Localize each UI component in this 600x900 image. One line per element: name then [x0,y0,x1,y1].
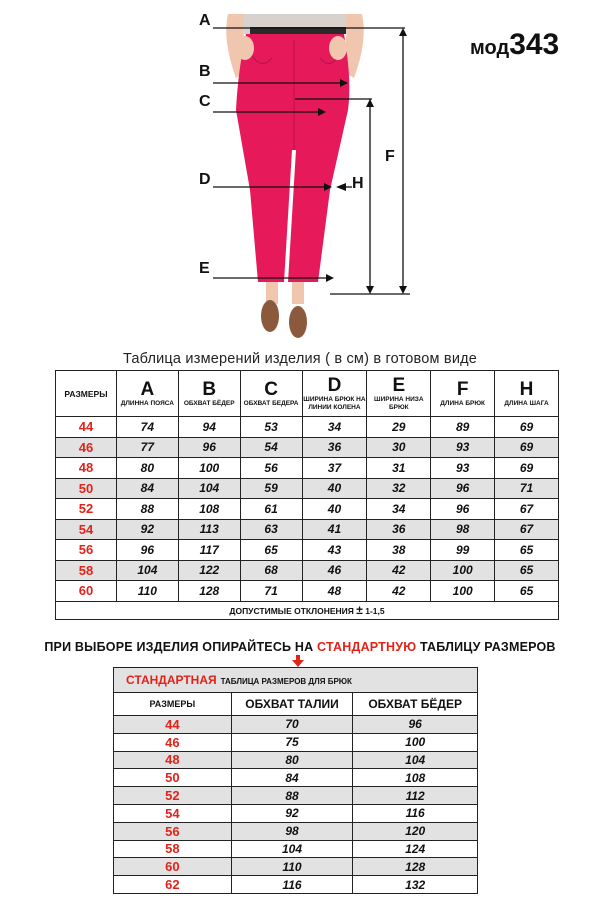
value-cell: 100 [431,560,495,581]
value-cell: 104 [116,560,178,581]
measurement-table-caption: Таблица измерений изделия ( в см) в готовом виде [122,351,478,367]
value-cell: 30 [367,437,431,458]
value-cell: 94 [178,417,240,438]
value-cell: 32 [367,478,431,499]
header-letter: E [392,374,406,396]
label-b: B [199,63,211,80]
size-cell: 50 [114,769,232,787]
table-row [114,733,478,751]
size-cell: 54 [56,519,117,540]
hips-cell: 128 [353,858,478,876]
size-cell: 48 [56,458,117,479]
value-cell: 54 [240,437,302,458]
table-row [56,540,559,561]
value-cell: 68 [240,560,302,581]
table-row [56,437,559,458]
hips-cell: 120 [353,822,478,840]
size-cell: 44 [114,716,232,734]
value-cell: 59 [240,478,302,499]
table-row [56,417,559,438]
header-col-h [495,371,559,417]
header-letter: A [140,378,155,400]
product-figure [0,0,600,345]
value-cell: 69 [495,458,559,479]
table-row [114,716,478,734]
value-cell: 104 [178,478,240,499]
hips-cell: 96 [353,716,478,734]
model-number [470,28,559,62]
header-label: ШИРИНА БРЮК НА ЛИНИИ КОЛЕНА [303,395,366,411]
header-label: ДЛИНА ШАГА [504,399,549,407]
size-cell: 58 [56,560,117,581]
measurement-table [55,370,559,620]
size-cell: 56 [56,540,117,561]
value-cell: 96 [178,437,240,458]
value-cell: 96 [431,499,495,520]
header-col-d [302,371,367,417]
value-cell: 128 [178,581,240,602]
standard-title-red: СТАНДАРТНАЯ [126,673,217,687]
value-cell: 80 [116,458,178,479]
hips-cell: 104 [353,751,478,769]
table-row [56,458,559,479]
value-cell: 96 [116,540,178,561]
header-col-e [367,371,431,417]
value-cell: 89 [431,417,495,438]
header-label: ДЛИНА БРЮК [440,399,486,407]
waist-cell: 70 [231,716,353,734]
value-cell: 65 [240,540,302,561]
value-cell: 100 [178,458,240,479]
table-row [114,840,478,858]
notice-text-after: ТАБЛИЦУ РАЗМЕРОВ [416,640,556,654]
header-letter: B [202,378,217,400]
value-cell: 100 [431,581,495,602]
label-d: D [199,171,211,188]
size-notice [0,640,600,654]
label-h: H [352,175,364,192]
value-cell: 67 [495,499,559,520]
table-row [56,519,559,540]
value-cell: 65 [495,540,559,561]
size-cell: 62 [114,876,232,894]
header-sizes: РАЗМЕРЫ [56,371,117,417]
size-cell: 52 [56,499,117,520]
table-row [114,858,478,876]
tolerance-label: ДОПУСТИМЫЕ ОТКЛОНЕНИЯ [229,606,354,616]
value-cell: 31 [367,458,431,479]
header-letter: C [264,378,278,400]
size-cell: 56 [114,822,232,840]
waist-cell: 116 [231,876,353,894]
value-cell: 93 [431,458,495,479]
value-cell: 34 [302,417,367,438]
standard-header-hips: ОБХВАТ БЁДЕР [353,693,478,716]
value-cell: 48 [302,581,367,602]
size-cell: 58 [114,840,232,858]
waist-cell: 110 [231,858,353,876]
size-cell: 52 [114,787,232,805]
label-e: E [199,260,210,277]
value-cell: 67 [495,519,559,540]
value-cell: 61 [240,499,302,520]
waist-cell: 80 [231,751,353,769]
value-cell: 40 [302,499,367,520]
standard-table-body [114,716,478,894]
measurement-header-row [56,371,559,417]
waist-cell: 104 [231,840,353,858]
value-cell: 38 [367,540,431,561]
value-cell: 98 [431,519,495,540]
model-digits: 343 [509,28,560,61]
plus-minus-symbol: ± [356,603,363,617]
waist-cell: 88 [231,787,353,805]
value-cell: 29 [367,417,431,438]
value-cell: 53 [240,417,302,438]
value-cell: 84 [116,478,178,499]
value-cell: 36 [302,437,367,458]
value-cell: 46 [302,560,367,581]
value-cell: 88 [116,499,178,520]
hips-cell: 112 [353,787,478,805]
value-cell: 93 [431,437,495,458]
value-cell: 122 [178,560,240,581]
value-cell: 37 [302,458,367,479]
down-arrow-icon [292,655,304,667]
waist-cell: 92 [231,804,353,822]
header-label: ОБХВАТ БЁДЕР [183,399,235,407]
standard-header-waist: ОБХВАТ ТАЛИИ [231,693,353,716]
size-cell: 50 [56,478,117,499]
table-row [56,581,559,602]
header-letter: D [327,374,342,396]
header-label: ДЛИННА ПОЯСА [120,399,174,407]
standard-table-title-row [114,668,478,693]
value-cell: 42 [367,581,431,602]
value-cell: 41 [302,519,367,540]
table-row [114,769,478,787]
label-f: F [385,148,395,165]
size-cell: 54 [114,804,232,822]
model-prefix: мод [470,37,510,59]
hips-cell: 132 [353,876,478,894]
value-cell: 96 [431,478,495,499]
table-row [114,876,478,894]
standard-size-table [113,667,478,894]
tolerance-cell [56,601,559,619]
value-cell: 65 [495,581,559,602]
value-cell: 92 [116,519,178,540]
header-col-a [116,371,178,417]
header-letter: F [456,378,469,400]
tolerance-value: 1-1,5 [365,606,385,616]
size-cell: 60 [114,858,232,876]
table-row [56,499,559,520]
size-cell: 48 [114,751,232,769]
header-label: ОБХВАТ БЕДЕРА [243,399,299,407]
standard-table-title [114,668,478,693]
notice-text-before: ПРИ ВЫБОРЕ ИЗДЕЛИЯ ОПИРАЙТЕСЬ НА [44,640,318,654]
notice-highlight: СТАНДАРТНУЮ [317,640,417,654]
hips-cell: 108 [353,769,478,787]
hips-cell: 124 [353,840,478,858]
value-cell: 56 [240,458,302,479]
value-cell: 99 [431,540,495,561]
size-cell: 46 [114,733,232,751]
table-row [56,560,559,581]
value-cell: 69 [495,417,559,438]
value-cell: 108 [178,499,240,520]
label-c: C [199,93,211,110]
value-cell: 65 [495,560,559,581]
value-cell: 77 [116,437,178,458]
header-col-c [240,371,302,417]
value-cell: 34 [367,499,431,520]
value-cell: 36 [367,519,431,540]
table-row [114,787,478,805]
size-cell: 60 [56,581,117,602]
measurement-table-body [56,417,559,602]
tolerance-row [56,601,559,619]
value-cell: 63 [240,519,302,540]
value-cell: 113 [178,519,240,540]
hips-cell: 116 [353,804,478,822]
header-col-f [431,371,495,417]
waist-cell: 84 [231,769,353,787]
size-cell: 44 [56,417,117,438]
value-cell: 69 [495,437,559,458]
value-cell: 117 [178,540,240,561]
header-label: ШИРИНА НИЗА БРЮК [374,395,424,411]
hips-cell: 100 [353,733,478,751]
value-cell: 71 [495,478,559,499]
value-cell: 74 [116,417,178,438]
table-row [114,822,478,840]
waist-cell: 98 [231,822,353,840]
standard-title-rest: ТАБЛИЦА РАЗМЕРОВ ДЛЯ БРЮК [220,677,352,686]
value-cell: 110 [116,581,178,602]
value-cell: 40 [302,478,367,499]
value-cell: 42 [367,560,431,581]
standard-header-sizes: РАЗМЕРЫ [114,693,232,716]
standard-header-row [114,693,478,716]
header-col-b [178,371,240,417]
header-letter: H [519,378,534,400]
table-row [114,751,478,769]
size-cell: 46 [56,437,117,458]
table-row [114,804,478,822]
value-cell: 71 [240,581,302,602]
label-a: A [199,12,211,29]
waist-cell: 75 [231,733,353,751]
table-row [56,478,559,499]
value-cell: 43 [302,540,367,561]
